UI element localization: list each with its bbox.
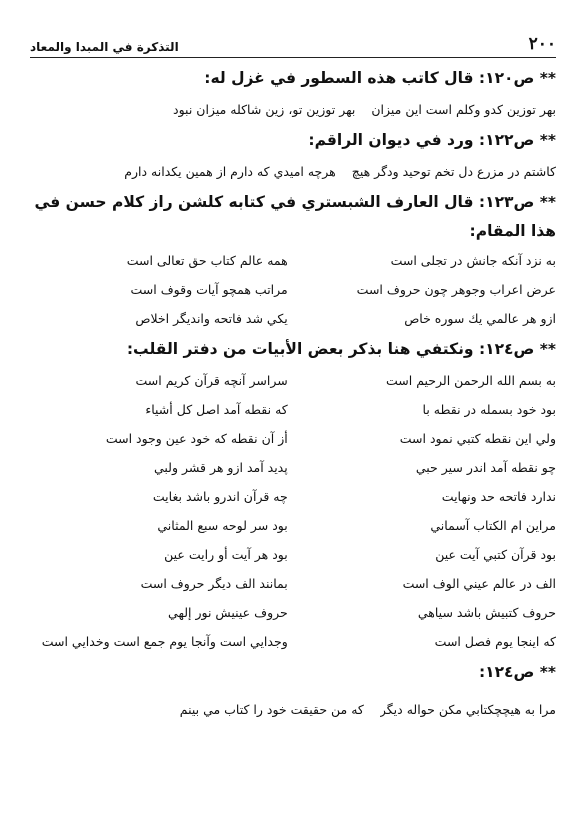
hemistich-right: بهر توزين كدو وكلم است اين ميزان [371,102,556,117]
hemistich-right: كه اينجا يوم فصل است [434,634,556,649]
verse-line [30,366,556,395]
verse-line [30,569,556,598]
section-heading: ** ص١٢٤: ونكتفي هنا بذكر بعض الأبيات من دفتر القلب: [126,340,556,358]
hemistich-right: چو نقطه آمد اندر سير حبي [415,460,556,475]
hemistich-left: يكي شد فاتحه وانديگر اخلاص [135,311,288,326]
section-heading: ** ص١٢٢: ورد في ديوان الراقم: [308,131,556,149]
hemistich-right: به بسم الله الرحمن الرحيم است [386,373,556,388]
hemistich-right: ولي اين نقطه كتبي نمود است [399,431,556,446]
verse-line [30,304,556,333]
hemistich-right: حروف كتبيش باشد سياهي [417,605,556,620]
hemistich-right: ندارد فاتحه حد ونهايت [441,489,556,504]
hemistich-right: عرض اعراب وجوهر چون حروف است [356,282,556,297]
verse-line [30,598,556,627]
hemistich-right: مرا به هيچچكتابي مكن حواله ديگر [379,702,556,717]
hemistich-left: سراسر آنچه قرآن كريم است [135,373,288,388]
hemistich-right: مراين ام الكتاب آسماني [430,518,556,533]
verse-line [30,627,556,656]
hemistich-right: ازو هر عالمي يك سوره خاص [404,311,556,326]
hemistich-left: كه نقطه آمد اصل كل أشياء [145,402,288,417]
hemistich-right: بود خود بسمله در نقطه با [422,402,556,417]
verse-line [30,157,556,186]
hemistich-right: بود قرآن كتبي آيت عين [435,547,556,562]
hemistich-left: كه من حقيقت خود را كتاب مي بينم [179,702,364,717]
hemistich-left: بود سر لوحه سبع المثاني [157,518,288,533]
verse-line [30,95,556,124]
book-title: التذكرة في المبدا والمعاد [30,40,179,54]
running-header [30,28,556,58]
hemistich-right: به نزد آنكه جانش در تجلى است [390,253,556,268]
verse-line [30,695,556,724]
hemistich-left: حروف عينيش نور إلهي [168,605,288,620]
hemistich-left: مراتب همچو آيات وقوف است [130,282,288,297]
hemistich-left: چه قرآن اندرو باشد بغايت [152,489,288,504]
hemistich-left: همه عالم كتاب حق تعالى است [126,253,288,268]
hemistich-left: بهر توزين تو، زين شاكله ميزان نبود [173,102,356,117]
hemistich-right: الف در عالم عيني الوف است [402,576,556,591]
hemistich-left: أز آن نقطه كه خود عين وجود است [105,431,288,446]
hemistich-left: پديد آمد ازو هر قشر ولبي [153,460,288,475]
section-heading: ** ص١٢٠: قال كاتب هذه السطور في غزل له: [204,69,556,87]
hemistich-left: هرچه اميدي كه دارم از همين يكدانه دارم [124,164,336,179]
verse-line [30,482,556,511]
section-heading: ** ص١٢٣: قال العارف الشبستري في كتابه كلشن راز كلام حسن في هذا المقام: [34,193,556,240]
verse-line [30,395,556,424]
verse-line [30,275,556,304]
verse-line [30,424,556,453]
section-heading: ** ص١٢٤: [478,663,556,681]
verse-line [30,246,556,275]
verse-line [30,540,556,569]
page-number: ٢٠٠ [528,34,556,54]
hemistich-left: وجدايي است وآنجا يوم جمع است وخدايي است [41,634,288,649]
verse-line [30,511,556,540]
hemistich-left: بود هر آيت أو رايت عين [164,547,288,562]
verse-line [30,453,556,482]
hemistich-right: كاشتم در مزرع دل تخم توحيد ودگر هيچ [351,164,556,179]
page-body [30,62,556,724]
hemistich-left: بمانند الف ديگر حروف است [140,576,288,591]
